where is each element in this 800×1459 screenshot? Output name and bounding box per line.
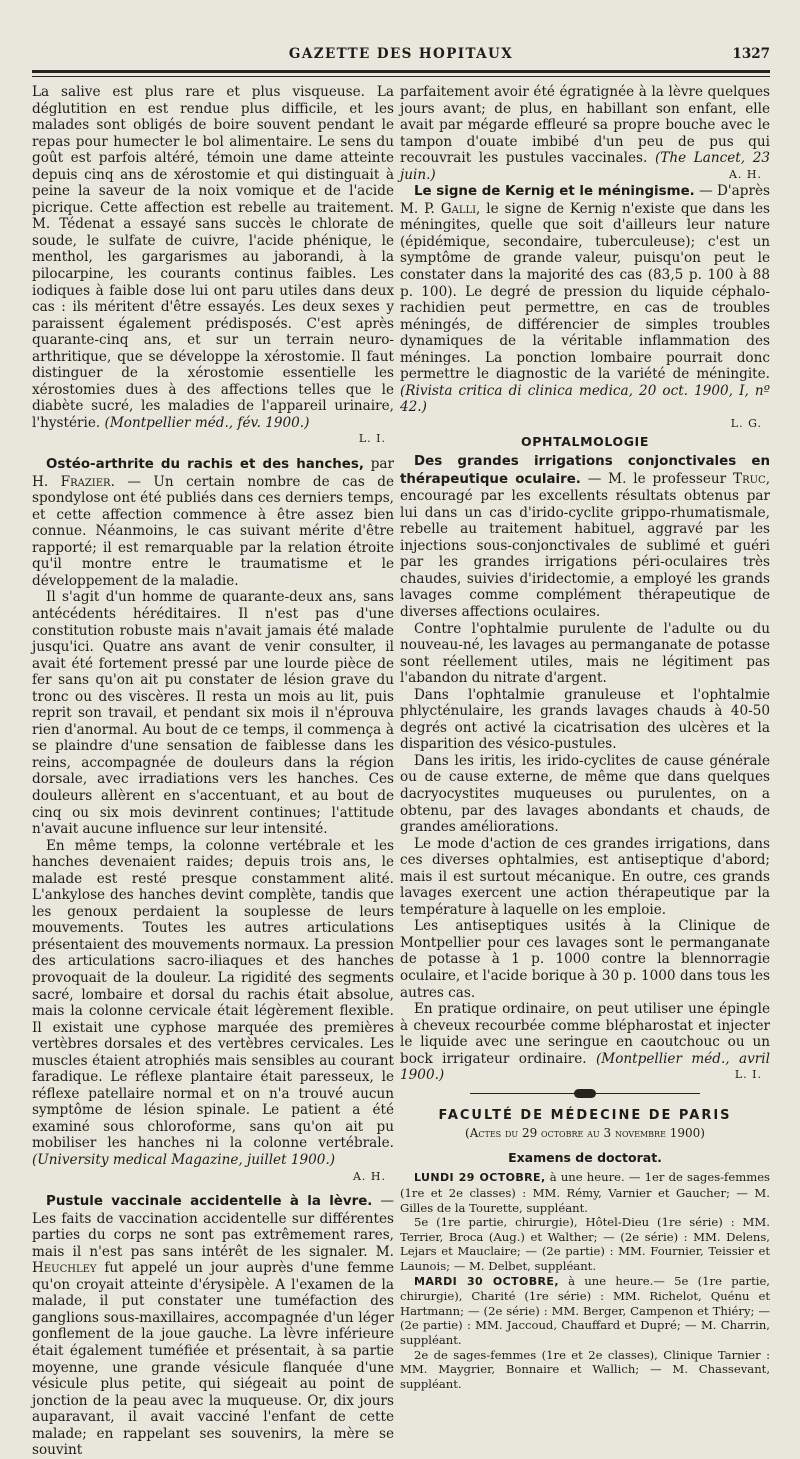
journal-title: GAZETTE DES HOPITAUX xyxy=(288,46,514,62)
exam-day: MARDI 30 OCTOBRE, xyxy=(414,1274,559,1288)
author-initials: A. H. xyxy=(728,167,762,181)
faculty-title: FACULTÉ DE MÉDECINE DE PARIS xyxy=(438,1107,732,1123)
author-name: Frazier. xyxy=(60,473,115,490)
page-number: 1327 xyxy=(732,46,770,62)
source-citation: (Montpellier méd., avril 1900.) xyxy=(400,1050,770,1084)
article-heading: Pustule vaccinale accidentelle à la lèvre. xyxy=(46,1194,373,1210)
author-initials: L. I. xyxy=(734,1068,762,1082)
article-paragraph: Dans les iritis, les irido-cyclites de cause générale ou de cause externe, de même que dans quelques dacryocystites muqueuses ou purulentes, on a obtenu, par des lavages abondants et chauds, de grandes améliorations. xyxy=(400,752,770,836)
article-paragraph: Contre l'ophtalmie purulente de l'adulte ou du nouveau-né, les lavages au permanganate de potasse sont réellement utiles, mais ne légitiment pas l'abandon du nitrate d'argent. xyxy=(400,620,770,687)
header-rule-thick xyxy=(32,70,770,73)
article-paragraph: En même temps, la colonne vertébrale et les hanches devenaient raides; depuis trois ans, le malade est resté presque constamment alité. L'ankylose des hanches devint complète, tandis que les genoux perdaient la souplesse de leurs mouvements. Toutes les autres articulations présentaient des mouvements normaux. La pression des articulations sacro-iliaques et des hanches provoquait de la douleur. La rigidité des segments sacré, lombaire et dorsal du rachis était absolue, mais la colonne cervicale était légèrement flexible. Il existait une cyphose marquée des premières vertèbres dorsales et des vertèbres cervicales. Les muscles étaient atrophiés mais sensibles au courant faradique. Le réflexe plantaire était paresseux, le réflexe patellaire normal et on n'a trouvé aucun symptôme de lésion spinale. Le patient a été examiné sous chloroforme, sans qu'on ait pu mobiliser les hanches ni la colonne vertébrale. (University medical Magazine, juillet 1900.) xyxy=(32,837,394,1168)
author-name: Galli, xyxy=(440,200,481,217)
article-xerostomia-text: La salive est plus rare et plus visqueuse. La déglutition en est rendue plus difficile, et les malades sont obligés de boire souvent pendant le repas pour humecter le bol alimentaire. Le sens du goût est parfois altéré, témoin une dame atteinte depuis cinq ans de xérostomie et qui distinguait à peine la saveur de la noix vomique et de l'acide picrique. Cette affection est rebelle au traitement. M. Tédenat a essayé sans succès le chlorate de soude, le sulfate de cuivre, l'acide phénique, le menthol, les gargarismes au jaborandi, à la pilocarpine, les courants continus faibles. Les iodiques à faible dose lui ont paru utiles dans deux cas : ils méritent d'être essayés. Les deux sexes y paraissent également prédisposés. C'est après quarante-cinq ans, et sur un terrain neuro-arthritique, que se développe la xérostomie. Il faut distinguer de la xérostomie essentielle les xérostomies dues à des affections telles que le diabète sucré, les maladies de l'appareil urinaire, l'hystérie. (Montpellier méd., fév. 1900.) xyxy=(32,84,394,431)
author-name: Heuchley xyxy=(32,1260,97,1277)
section-divider xyxy=(400,1088,770,1100)
author-initials: L. G. xyxy=(730,416,762,430)
article-pustule-text: Pustule vaccinale accidentelle à la lèvre. — Les faits de vaccination accidentelle sur différentes parties du corps ne sont pas extrêmement rares, mais il n'est pas sans intérêt de les signaler. M. Heuchley fut appelé un jour auprès d'une femme qu'on croyait atteinte d'érysipèle. A l'examen de la malade, il put constater une tuméfaction des ganglions sous-maxillaires, accompagnée d'un léger gonflement de la joue gauche. La lèvre inférieure était également tuméfiée et présentait, à sa partie moyenne, une grande vésicule flanquée d'une vésicule plus petite, qui siégeait au point de jonction de la peau avec la muqueuse. Or, dix jours auparavant, il avait vacciné l'enfant de cette malade; en rappelant ses souvenirs, la mère se souvint xyxy=(32,1193,394,1459)
article-paragraph: Il s'agit d'un homme de quarante-deux ans, sans antécédents héréditaires. Il n'est pas d'une constitution robuste mais n'avait jamais été malade jusqu'ici. Quatre ans avant de venir consulter, il avait été fortement pressé par une lourde pièce de fer sans qu'on ait pu constater de lésion grave du tronc ou des viscères. Il resta un mois au lit, puis reprit son travail, et pendant six mois il n'éprouva rien d'anormal. Au bout de ce temps, il commença à se plaindre d'une sensation de faiblesse dans les reins, accompagnée de douleurs dans la région dorsale, avec irradiations vers les hanches. Ces douleurs allèrent en s'accentuant, et au bout de cinq ou six mois devinrent continues; l'attitude n'avait aucune influence sur leur intensité. xyxy=(32,589,394,838)
article-paragraph: Dans l'ophtalmie granuleuse et l'ophtalmie phlycténulaire, les grands lavages chauds à 40-50 degrés ont activé la cicatrisation des ulcères et la disparition des vésico-pustules. xyxy=(400,686,770,753)
faculty-subtitle: (Actes du 29 octobre au 3 novembre 1900) xyxy=(465,1126,705,1141)
exams-title: Examens de doctorat. xyxy=(508,1149,662,1165)
right-column xyxy=(400,84,770,1391)
article-kernig-text: Le signe de Kernig et le méningisme. — D'après M. P. Galli, le signe de Kernig n'existe que dans les méningites, quelle que soit d'ailleurs leur nature (épidémique, secondaire, tuberculeuse); c'est un symptôme de grande valeur, puisqu'on peut le constater dans la majorité des cas (83,5 p. 100 à 88 p. 100). Le degré de pression du liquide céphalo-rachidien peut permettre, en cas de troubles méningés, de différencier de simples troubles dynamiques de la véritable inflammation des méninges. La ponction lombaire pourrait donc permettre le diagnostic de la variété de méningite. (Rivista critica di clinica medica, 20 oct. 1900, I, nº 42.) xyxy=(400,183,770,416)
source-citation: (Montpellier méd., fév. 1900.) xyxy=(104,414,310,431)
article-osteo-arthritis-intro: Ostéo-arthrite du rachis et des hanches, par H. Frazier. — Un certain nombre de cas de spondylose ont été publiés dans ces derniers temps, et cette affection commence à être assez bien connue. Néanmoins, le cas suivant mérite d'être rapporté; il est remarquable par la relation étroite qu'il montre entre le traumatisme et le développement de la maladie. xyxy=(32,456,395,589)
exam-entry: MARDI 30 OCTOBRE, à une heure.— 5e (1re partie, chirurgie), Charité (1re série) : MM. Richelot, Quénu et Hartmann; — (2e série) : MM. Berger, Campenon et Thiéry; — (2e partie) : MM. Jaccoud, Chauffard et Dupré; — M. Charrin, suppléant. xyxy=(400,1273,770,1347)
exam-entry: LUNDI 29 OCTOBRE, à une heure. — 1er de sages-femmes (1re et 2e classes) : MM. Rémy, Varnier et Gaucher; — M. Gilles de la Tourette, suppléant. xyxy=(400,1170,771,1215)
article-irrigations-intro: Des grandes irrigations conjonctivales en thérapeutique oculaire. — M. le professeur Truc, encouragé par les excellents résultats obtenus par lui dans un cas d'irido-cyclite grippo-rhumatismale, rebelle au traitement habituel, aggravé par les injections sous-conjonctivales de sublimé et guéri par les grandes irrigations péri-oculaires très chaudes, suivies d'iridectomie, a employé les grands lavages comme complément thérapeutique de diverses affections oculaires. xyxy=(400,454,771,620)
article-paragraph: Les antiseptiques usités à la Clinique de Montpellier pour ces lavages sont le permanganate de potasse à 1 p. 1000 contre la blennorragie oculaire, et l'acide borique à 30 p. 1000 dans tous les autres cas. xyxy=(400,918,770,1001)
article-paragraph: En pratique ordinaire, on peut utiliser une épingle à cheveux recourbée comme blépharostat et injecter le liquide avec une seringue en caoutchouc ou un bock irrigateur ordinaire. (Montpellier méd., avril 1900.) L. I. xyxy=(400,1001,770,1084)
article-heading: Le signe de Kernig et le méningisme. xyxy=(414,184,695,200)
author-name: Truc, xyxy=(733,470,771,487)
page-header xyxy=(32,44,770,66)
source-citation: (University medical Magazine, juillet 1900.) xyxy=(32,1152,336,1168)
source-citation: (Rivista critica di clinica medica, 20 oct. 1900, I, nº 42.) xyxy=(400,382,770,416)
exam-day: LUNDI 29 OCTOBRE, xyxy=(414,1171,546,1185)
header-rule-thin xyxy=(32,76,770,77)
exam-entry: 2e de sages-femmes (1re et 2e classes), Clinique Tarnier : MM. Maygrier, Bonnaire et Wallich; — M. Chassevant, suppléant. xyxy=(400,1347,770,1391)
article-heading: Des grandes irrigations conjonctivales en thérapeutique oculaire. xyxy=(400,454,770,487)
article-pustule-continuation: parfaitement avoir été égratignée à la lèvre quelques jours avant; de plus, en habillant son enfant, elle avait par mégarde effleuré sa propre bouche avec le tampon d'ouate imbibé d'un peu de pus qui recouvrait les pustules vaccinales. (The Lancet, 23 juin.) A. H. xyxy=(400,84,770,183)
exam-schedule xyxy=(400,1170,770,1391)
left-column xyxy=(32,84,394,1459)
section-title-ophthalmology: OPHTALMOLOGIE xyxy=(521,434,649,450)
author-initials: A. H. xyxy=(352,1169,386,1183)
exam-entry: 5e (1re partie, chirurgie), Hôtel-Dieu (1re série) : MM. Terrier, Broca (Aug.) et Walther; — (2e série) : MM. Delens, Lejars et Mauclaire; — (2e partie) : MM. Fournier, Teissier et Launois; — M. Delbet, suppléant. xyxy=(400,1215,770,1274)
author-initials: L. I. xyxy=(358,432,386,446)
article-paragraph: Le mode d'action de ces grandes irrigations, dans ces diverses ophtalmies, est antiseptique d'abord; mais il est surtout mécanique. En outre, ces grands lavages exercent une action thérapeutique par la température à laquelle on les emploie. xyxy=(400,835,770,918)
article-heading: Ostéo-arthrite du rachis et des hanches, xyxy=(46,457,364,473)
source-citation: (The Lancet, 23 juin.) xyxy=(400,150,770,183)
